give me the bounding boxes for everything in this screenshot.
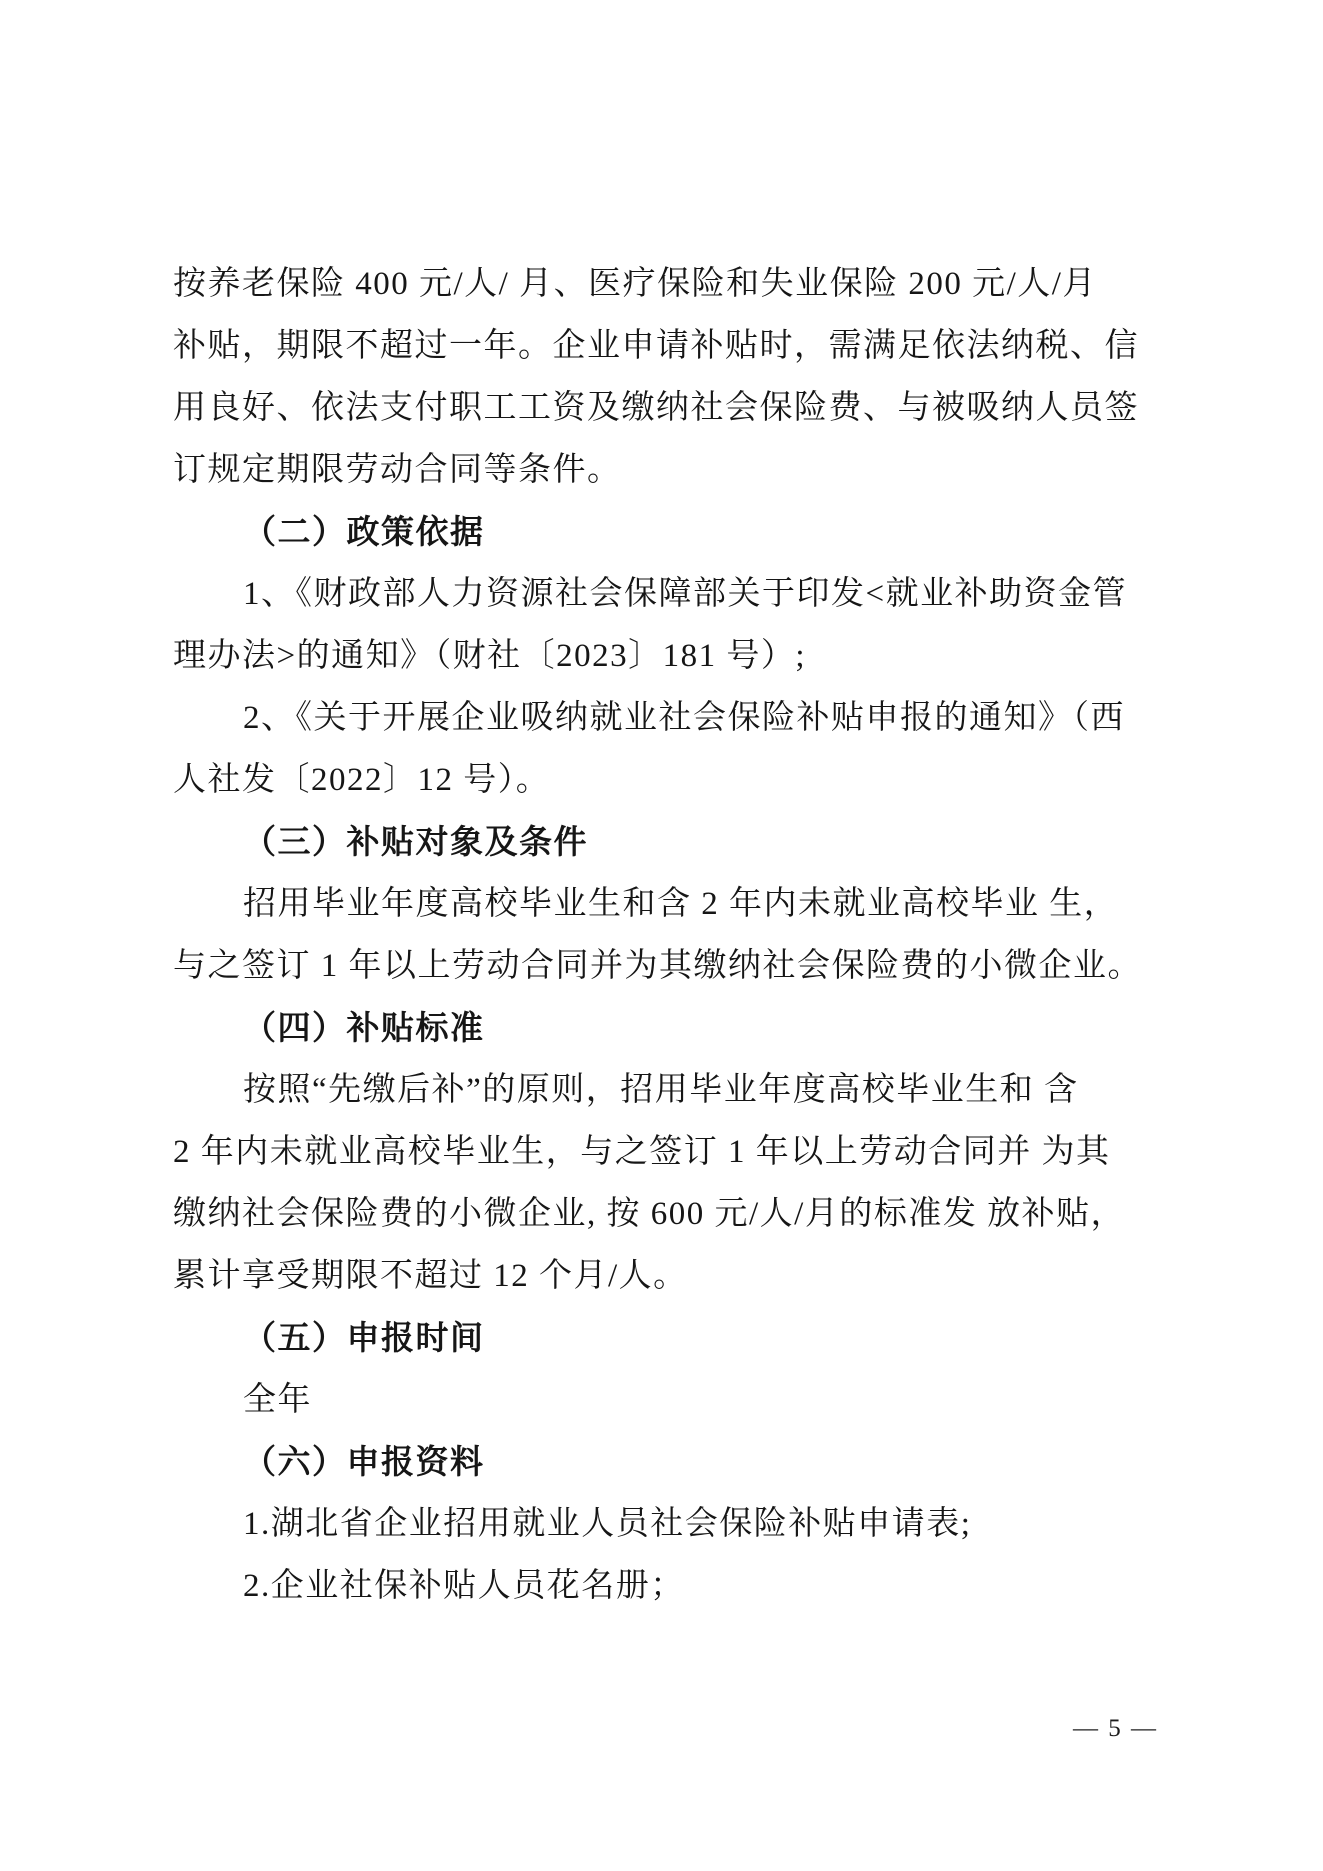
text-line: 订规定期限劳动合同等条件。 (173, 452, 622, 488)
section-heading: （五）申报时间 (243, 1319, 485, 1356)
section-heading: （四）补贴标准 (243, 1009, 485, 1046)
page-number: — 5 — (1073, 1715, 1158, 1742)
text-line: 缴纳社会保险费的小微企业, 按 600 元/人/月的标准发 放补贴， (173, 1196, 1126, 1232)
text-line: 2 年内未就业高校毕业生，与之签订 1 年以上劳动合同并 为其 (173, 1134, 1111, 1170)
text-line: 1.湖北省企业招用就业人员社会保险补贴申请表; (243, 1506, 972, 1542)
section-heading: （二）政策依据 (243, 513, 485, 550)
text-line: 1、《财政部人力资源社会保障部关于印发<就业补助资金管 (243, 576, 1128, 612)
text-line: 用良好、依法支付职工工资及缴纳社会保险费、与被吸纳人员签 (173, 390, 1139, 426)
text-line: 人社发〔2022〕12 号）。 (173, 762, 551, 798)
text-line: 全年 (243, 1382, 312, 1418)
text-line: 累计享受期限不超过 12 个月/人。 (173, 1258, 688, 1294)
section-heading: （三）补贴对象及条件 (243, 823, 588, 860)
text-line: 与之签订 1 年以上劳动合同并为其缴纳社会保险费的小微企业。 (173, 948, 1142, 984)
text-line: 2.企业社保补贴人员花名册； (243, 1568, 685, 1604)
text-line: 按养老保险 400 元/人/ 月、医疗保险和失业保险 200 元/人/月 (173, 266, 1097, 302)
section-heading: （六）申报资料 (243, 1443, 485, 1480)
text-line: 补贴，期限不超过一年。企业申请补贴时，需满足依法纳税、信 (173, 328, 1139, 364)
text-line: 2、《关于开展企业吸纳就业社会保险补贴申报的通知》（西 (243, 700, 1125, 736)
document-body (173, 253, 1158, 1617)
text-line: 理办法>的通知》（财社〔2023〕181 号）; (173, 638, 807, 674)
text-line: 招用毕业年度高校毕业生和含 2 年内未就业高校毕业 生， (243, 886, 1119, 922)
text-line: 按照“先缴后补”的原则，招用毕业年度高校毕业生和 含 (243, 1072, 1079, 1108)
